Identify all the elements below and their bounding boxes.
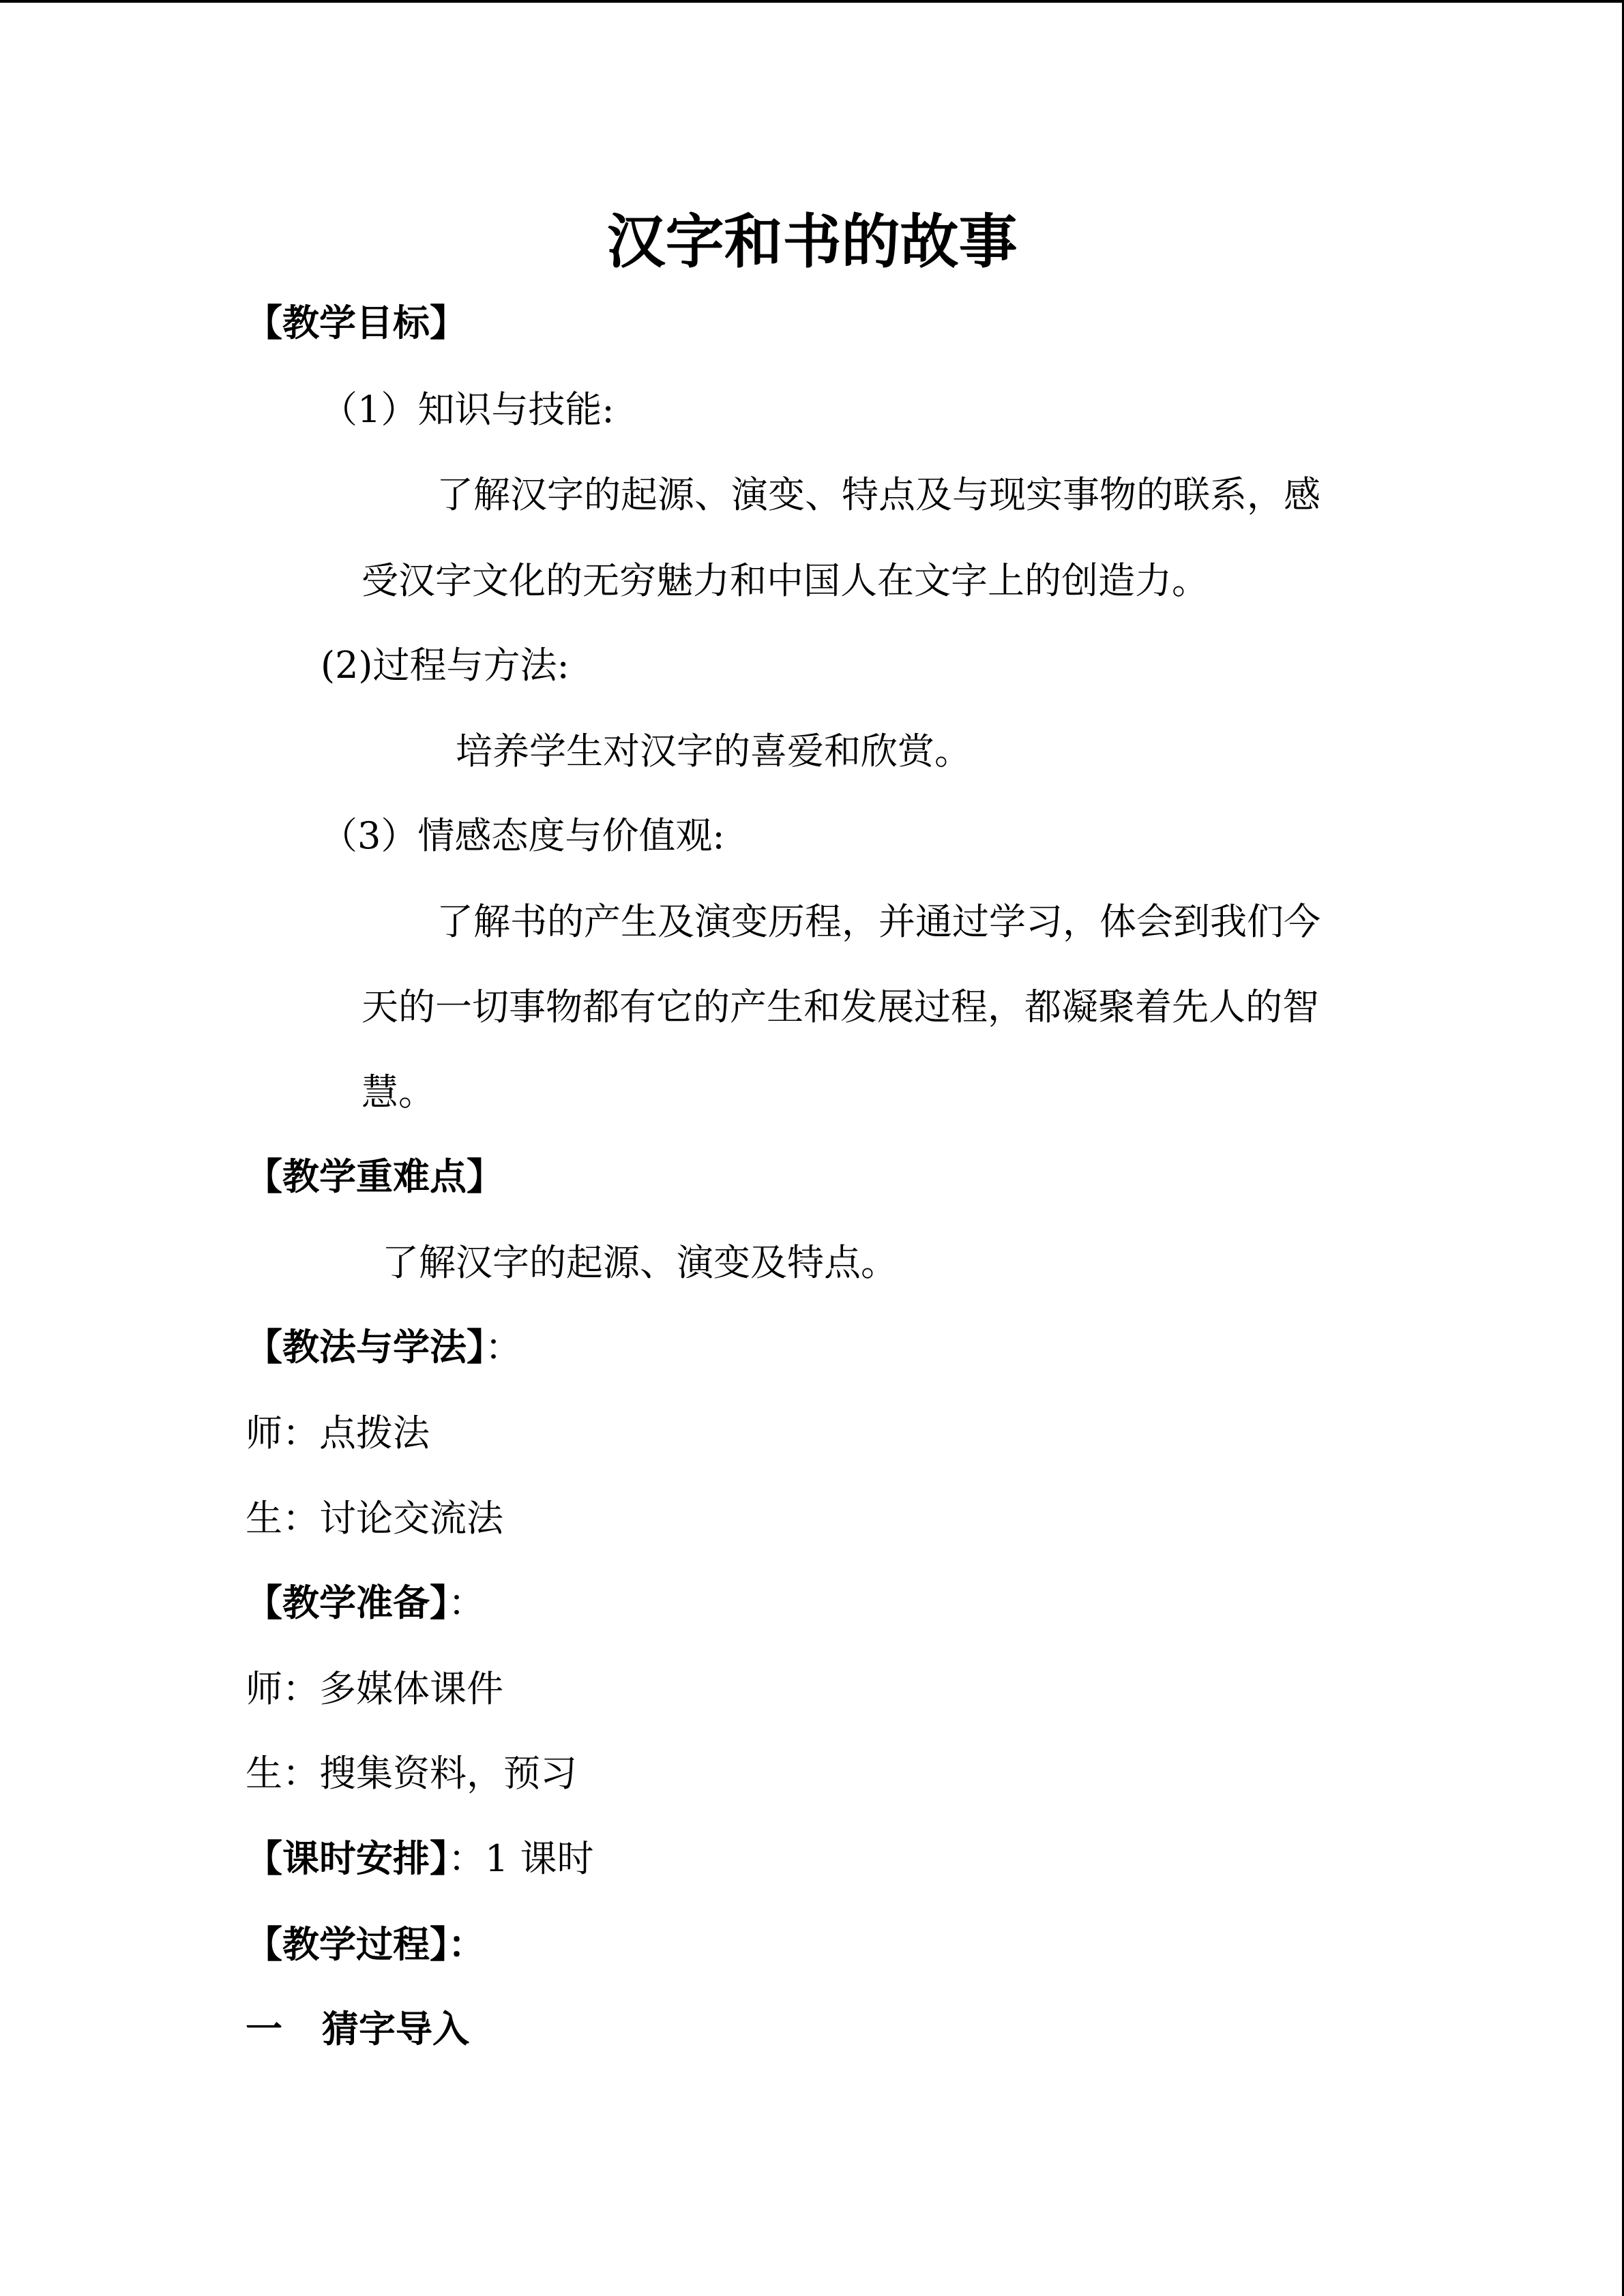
objective-2-label: (2)过程与方法: (321, 644, 570, 687)
preparation-colon: ： (448, 1581, 485, 1624)
objective-3-line-2: 天的一切事物都有它的产生和发展过程，都凝聚着先人的智 (361, 985, 1319, 1028)
schedule-row (246, 1834, 594, 1883)
objective-2-line-1: 培养学生对汉字的喜爱和欣赏。 (456, 730, 971, 773)
objective-3-label: （3）情感态度与价值观: (321, 814, 725, 857)
methods-teacher: 师：点拨法 (246, 1412, 430, 1455)
objective-3-line-3: 慧。 (361, 1071, 435, 1114)
objective-1-label: （1）知识与技能: (321, 388, 615, 431)
preparation-heading: 【教学准备】 (246, 1581, 448, 1624)
objectives-heading: 【教学目标】 (246, 301, 467, 344)
preparation-student: 生：搜集资料，预习 (246, 1752, 577, 1795)
process-heading: 【教学过程】 (246, 1923, 448, 1966)
methods-colon: ： (485, 1326, 522, 1369)
page-top-border (0, 0, 1624, 3)
preparation-teacher: 师：多媒体课件 (246, 1667, 503, 1710)
process-heading-row (246, 1920, 485, 1969)
process-step-1-number: 一 (246, 2008, 282, 2051)
process-colon: ： (448, 1923, 485, 1966)
methods-heading-row (246, 1323, 522, 1372)
key-points-text: 了解汉字的起源、演变及特点。 (382, 1241, 898, 1284)
methods-heading: 【教法与学法】 (246, 1326, 485, 1369)
objective-3-line-1: 了解书的产生及演变历程，并通过学习，体会到我们今 (437, 900, 1320, 943)
objective-1-line-2: 受汉字文化的无穷魅力和中国人在文字上的创造力。 (361, 559, 1209, 602)
schedule-value: ：1 课时 (448, 1837, 594, 1880)
preparation-heading-row (246, 1579, 485, 1628)
methods-student: 生：讨论交流法 (246, 1497, 503, 1540)
schedule-heading: 【课时安排】 (246, 1837, 448, 1880)
objective-1-line-1: 了解汉字的起源、演变、特点及与现实事物的联系，感 (437, 473, 1320, 516)
key-points-heading: 【教学重难点】 (246, 1155, 503, 1198)
process-step-1-title: 猜字导入 (322, 2008, 469, 2051)
document-title: 汉字和书的故事 (606, 208, 1018, 276)
